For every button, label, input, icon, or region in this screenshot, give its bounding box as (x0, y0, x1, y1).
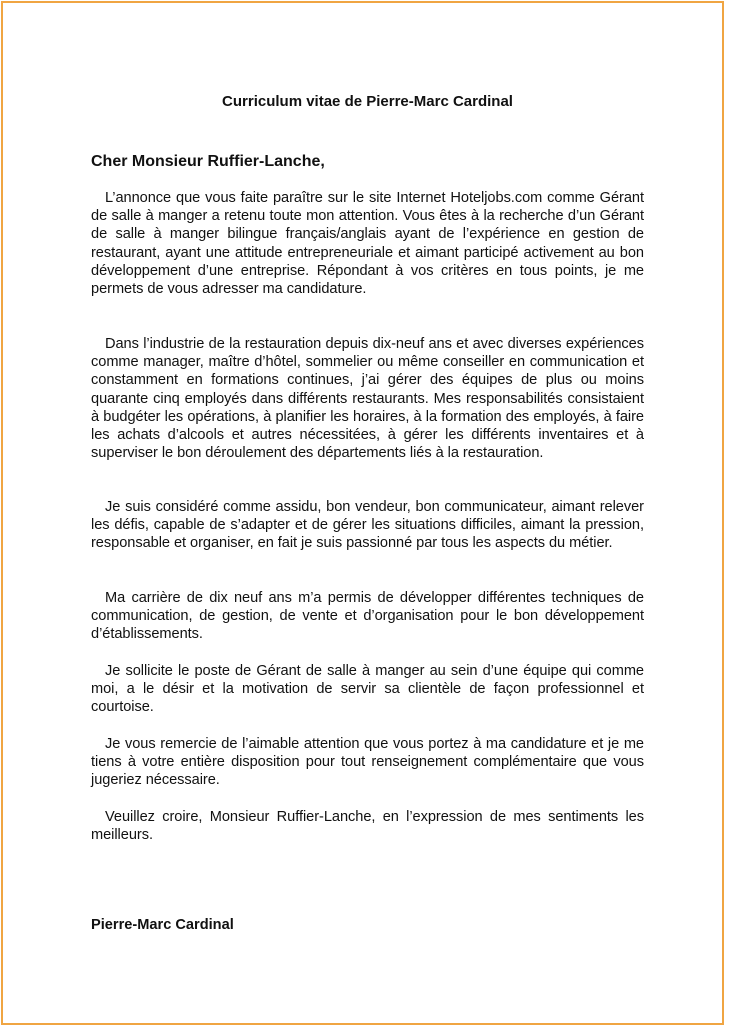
paragraph-1: L’annonce que vous faite paraître sur le site Internet Hoteljobs.com comme Gérant de salle à manger a retenu toute mon attention. Vous êtes à la recherche d’un Gérant de salle à manger bilingue français/anglais ayant de l’expérience en gestion de restaurant, ayant une attitude entrepreneuriale et aimant participé activement au bon développement d’une entreprise. Répondant à vos critères en tous points, je me permets de vous adresser ma candidature. (91, 190, 644, 298)
paragraph-7: Veuillez croire, Monsieur Ruffier-Lanche, en l’expression de mes sentiments les meilleurs. (91, 809, 644, 844)
document-page (1, 1, 724, 1025)
paragraph-2: Dans l’industrie de la restauration depuis dix-neuf ans et avec diverses expériences comme manager, maître d’hôtel, sommelier ou même conseiller en communication et constamment en formations continues, j’ai gérer des équipes de plus ou moins quarante cinq employés dans différents restaurants. Mes responsabilités consistaient à budgéter les opérations, à planifier les horaires, à la formation des employés, à faire les achats d’alcools et autres nécessitées, à gérer les différents inventaires et à superviser le bon déroulement des départements liés à la restauration. (91, 336, 644, 462)
paragraph-5: Je sollicite le poste de Gérant de salle à manger au sein d’une équipe qui comme moi, a le désir et la motivation de servir sa clientèle de façon professionnel et courtoise. (91, 663, 644, 716)
signature-name: Pierre-Marc Cardinal (91, 917, 234, 933)
paragraph-6: Je vous remercie de l’aimable attention que vous portez à ma candidature et je me tiens à votre entière disposition pour tout renseignement complémentaire que vous jugeriez nécessaire. (91, 736, 644, 789)
document-title: Curriculum vitae de Pierre-Marc Cardinal (222, 93, 513, 110)
paragraph-3: Je suis considéré comme assidu, bon vendeur, bon communicateur, aimant relever les défis, capable de s’adapter et de gérer les situations difficiles, aimant la pression, responsable et organiser, en fait je suis passionné par tous les aspects du métier. (91, 499, 644, 552)
salutation: Cher Monsieur Ruffier-Lanche, (91, 153, 325, 170)
paragraph-4: Ma carrière de dix neuf ans m’a permis de développer différentes techniques de communication, de gestion, de vente et d’organisation pour le bon développement d’établissements. (91, 590, 644, 643)
